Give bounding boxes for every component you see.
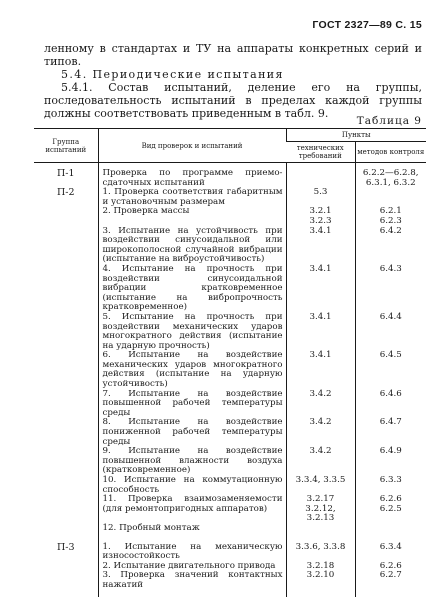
table-row (34, 571, 426, 590)
row-description: 6. Испытание на воздействие механических ударов многократного действия (испытание на ударную устойчивость) (98, 351, 286, 389)
row-group (34, 351, 98, 389)
col-header-type: Вид проверок и испытаний (98, 129, 286, 163)
table-row (34, 524, 426, 534)
spacer-cell (98, 591, 286, 597)
row-description: 8. Испытание на воздействие пониженной рабочей температуры среды (98, 418, 286, 447)
spacer-cell (286, 591, 355, 597)
row-group (34, 227, 98, 265)
row-method-points: 6.4.6 (355, 390, 426, 419)
row-description: 3. Проверка значений контактных нажатий (98, 571, 286, 590)
row-group (34, 418, 98, 447)
table-row (34, 265, 426, 313)
row-method-points: 6.2.2—6.2.8, 6.3.1, 6.3.2 (355, 163, 426, 189)
table-row (34, 534, 426, 562)
row-method-points: 6.2.1 6.2.3 (355, 207, 426, 226)
row-group (34, 207, 98, 226)
row-tech-points: 3.2.17 3.2.12, 3.2.13 (286, 495, 355, 524)
row-tech-points: 3.2.18 (286, 562, 355, 572)
row-method-points (355, 188, 426, 207)
spacer-cell (34, 591, 98, 597)
row-description: 1. Испытание на механическую износостойкость (98, 534, 286, 562)
row-tech-points: 3.2.1 3.2.3 (286, 207, 355, 226)
row-method-points: 6.4.7 (355, 418, 426, 447)
row-description: 10. Испытание на коммутационную способность (98, 476, 286, 495)
row-method-points: 6.4.3 (355, 265, 426, 313)
row-description: 11. Проверка взаимозаменяемости (для ремонтопригодных аппаратов) (98, 495, 286, 524)
intro-line: ленному в стандартах и ТУ на аппараты конкретных серий и типов. (44, 42, 422, 68)
table-row (34, 188, 426, 207)
row-group (34, 313, 98, 351)
table-row (34, 390, 426, 419)
row-tech-points: 3.4.1 (286, 227, 355, 265)
col-header-methods: методов контроля (355, 142, 426, 163)
table-row (34, 351, 426, 389)
row-group (34, 571, 98, 590)
col-header-points: Пункты (286, 129, 426, 142)
row-group (34, 265, 98, 313)
row-tech-points: 3.4.1 (286, 351, 355, 389)
row-method-points (355, 524, 426, 534)
row-description: 12. Пробный монтаж (98, 524, 286, 534)
row-method-points: 6.4.5 (355, 351, 426, 389)
table-caption: Таблица 9 (356, 115, 422, 127)
table-row (34, 207, 426, 226)
row-method-points: 6.4.2 (355, 227, 426, 265)
tests-table (34, 128, 426, 597)
col-header-group: Группа испытаний (34, 129, 98, 163)
row-method-points: 6.2.6 6.2.5 (355, 495, 426, 524)
row-description: 9. Испытание на воздействие повышенной влажности воздуха (кратковременное) (98, 447, 286, 476)
row-group: П-2 (56, 187, 75, 199)
row-group: П-1 (56, 168, 75, 179)
row-tech-points: 3.3.6, 3.3.8 (286, 534, 355, 562)
row-tech-points: 5.3 (286, 188, 355, 207)
row-group (34, 524, 98, 534)
row-tech-points (286, 163, 355, 189)
row-method-points: 6.2.7 (355, 571, 426, 590)
row-method-points: 6.3.4 (355, 534, 426, 562)
table-row (34, 447, 426, 476)
row-tech-points: 3.4.2 (286, 418, 355, 447)
section-paragraph: 5.4.1. Состав испытаний, деление его на группы, последовательность испытаний в пределах каждой группы должны соответствовать приведенным в табл. 9. (44, 81, 422, 120)
row-description: 3. Испытание на устойчивость при воздействии синусоидальной или широкополосной случайной вибрации (испытание на виброустойчивость) (98, 227, 286, 265)
row-group: П-3 (56, 541, 75, 553)
row-description: 4. Испытание на прочность при воздействии синусоидальной вибрации кратковременное (испытание на вибропрочность кратковременное) (98, 265, 286, 313)
row-method-points: 6.4.9 (355, 447, 426, 476)
row-description: 2. Проверка массы (98, 207, 286, 226)
table-row (34, 418, 426, 447)
row-group (34, 447, 98, 476)
row-description: 1. Проверка соответствия габаритным и установочным размерам (98, 188, 286, 207)
table-row-spacer (34, 591, 426, 597)
table-row (34, 495, 426, 524)
table-body (34, 163, 426, 597)
row-tech-points: 3.4.1 (286, 313, 355, 351)
row-tech-points: 3.3.4, 3.3.5 (286, 476, 355, 495)
row-group (34, 476, 98, 495)
row-tech-points: 3.2.10 (286, 571, 355, 590)
section-heading: 5.4. Периодические испытания (61, 68, 284, 81)
row-description: Проверка по программе приемо-сдаточных испытаний (98, 163, 286, 189)
row-group (34, 562, 98, 572)
row-description: 2. Испытание двигательного привода (98, 562, 286, 572)
table-row (34, 163, 426, 189)
row-group (34, 390, 98, 419)
table-row (34, 476, 426, 495)
row-description: 7. Испытание на воздействие повышенной рабочей температуры среды (98, 390, 286, 419)
table-row (34, 313, 426, 351)
intro-text (44, 42, 422, 120)
page-header: ГОСТ 2327—89 С. 15 (312, 19, 422, 31)
row-description: 5. Испытание на прочность при воздействии механических ударов многократного действия (испытание на ударную прочность) (98, 313, 286, 351)
row-method-points: 6.3.3 (355, 476, 426, 495)
row-tech-points: 3.4.1 (286, 265, 355, 313)
row-group (34, 495, 98, 524)
row-method-points: 6.2.6 (355, 562, 426, 572)
row-tech-points: 3.4.2 (286, 447, 355, 476)
row-tech-points: 3.4.2 (286, 390, 355, 419)
row-tech-points (286, 524, 355, 534)
col-header-tech: технических требований (286, 142, 355, 163)
spacer-cell (355, 591, 426, 597)
row-method-points: 6.4.4 (355, 313, 426, 351)
table-row (34, 227, 426, 265)
